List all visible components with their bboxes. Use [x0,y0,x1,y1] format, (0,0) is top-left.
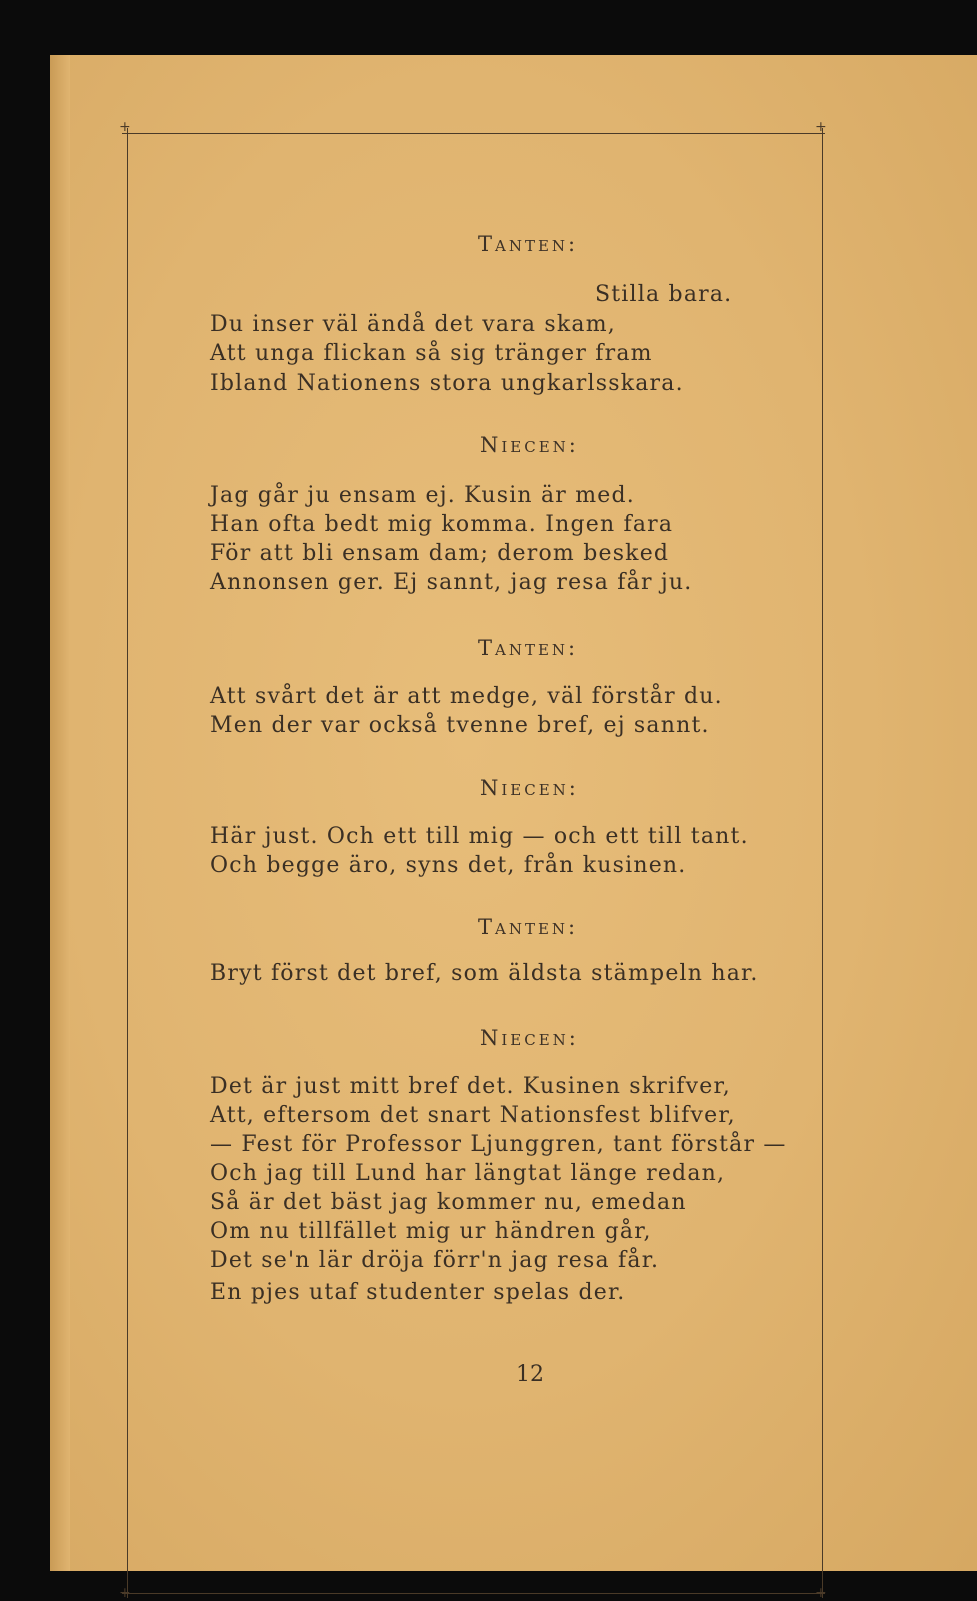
dialogue-line: Stilla bara. [595,282,733,307]
speaker-label: Tanten: [478,232,579,256]
dialogue-line: En pjes utaf studenter spelas der. [210,1280,626,1305]
speaker-label: Niecen: [480,433,579,457]
corner-mark: + [119,1585,131,1601]
dialogue-line: Ibland Nationens stora ungkarlsskara. [210,371,684,396]
dialogue-line: — Fest för Professor Ljunggren, tant förstår — [210,1132,787,1157]
dialogue-line: Här just. Och ett till mig — och ett till tant. [210,824,749,849]
corner-mark: + [119,119,131,135]
dialogue-line: Så är det bäst jag kommer nu, emedan [210,1190,687,1215]
dialogue-line: Och jag till Lund har längtat länge redan, [210,1161,726,1186]
speaker-label: Tanten: [478,636,579,660]
speaker-label: Niecen: [480,776,579,800]
dialogue-line: Att svårt det är att medge, väl förstår du. [210,684,723,709]
page-number: 12 [516,1362,544,1387]
dialogue-line: Det är just mitt bref det. Kusinen skrifver, [210,1074,731,1099]
dialogue-line: Om nu tillfället mig ur händren går, [210,1219,652,1244]
dialogue-line: Jag går ju ensam ej. Kusin är med. [210,483,635,508]
frame-bottom-rule [122,1593,825,1594]
dialogue-line: Han ofta bedt mig komma. Ingen fara [210,512,674,537]
dialogue-line: Men der var också tvenne bref, ej sannt. [210,713,710,738]
dialogue-line: Du inser väl ändå det vara skam, [210,312,616,337]
speaker-label: Niecen: [480,1026,579,1050]
dialogue-line: Och begge äro, syns det, från kusinen. [210,853,687,878]
dialogue-line: Annonsen ger. Ej sannt, jag resa får ju. [210,570,693,595]
corner-mark: + [815,119,827,135]
dialogue-line: Det se'n lär dröja förr'n jag resa får. [210,1248,660,1273]
dialogue-line: Att unga flickan så sig tränger fram [210,341,653,366]
corner-mark: + [815,1585,827,1601]
dialogue-line: Bryt först det bref, som äldsta stämpeln har. [210,961,759,986]
speaker-label: Tanten: [478,915,579,939]
dialogue-line: För att bli ensam dam; derom besked [210,541,670,566]
dialogue-line: Att, eftersom det snart Nationsfest blifver, [210,1103,736,1128]
